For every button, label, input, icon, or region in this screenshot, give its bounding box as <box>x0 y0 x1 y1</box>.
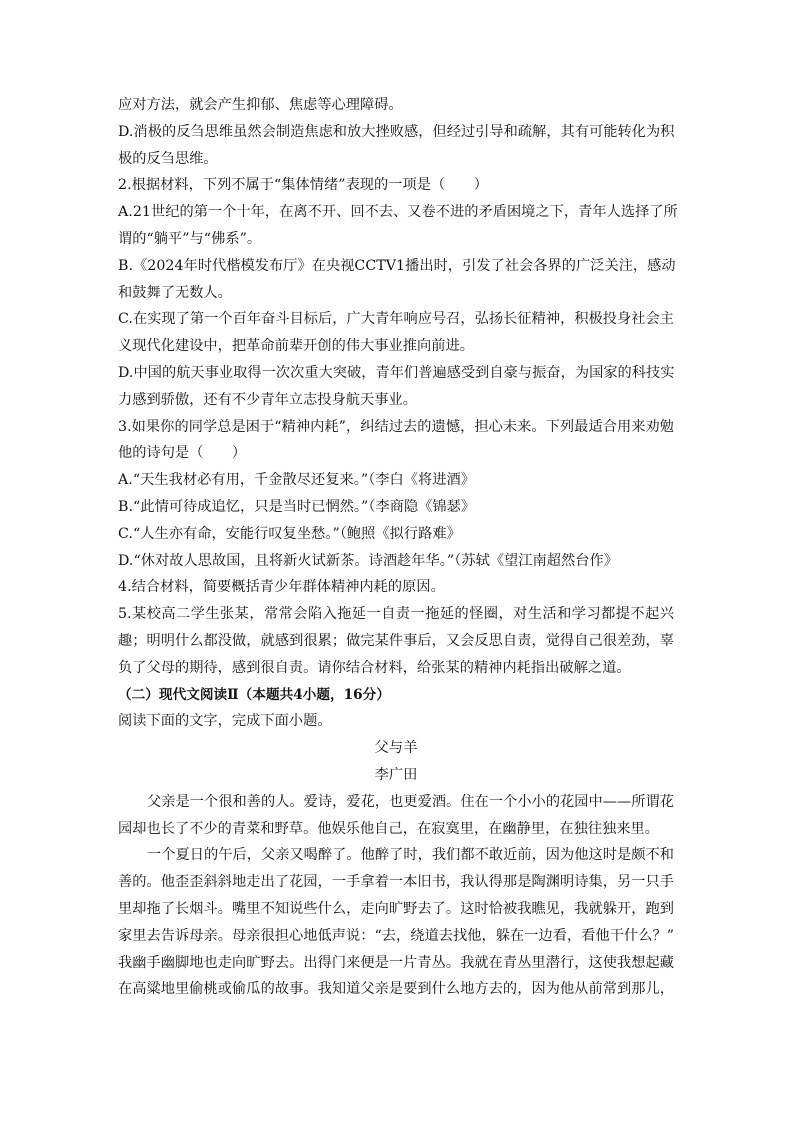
text-line: 应对方法，就会产生抑郁、焦虑等心理障碍。 <box>118 97 403 113</box>
paragraph-line: 善的。他歪歪斜斜地走出了花园，一手拿着一本旧书，我认得那是陶渊明诗集，另一只手 <box>118 874 674 891</box>
paragraph-line: 我幽手幽脚地也走向旷野去。出得门来便是一片青丛。我就在青丛里潜行，这使我想起藏 <box>118 954 674 971</box>
option-b-line: B.《2024年时代楷模发布厅》在央视CCTV1播出时，引发了社会各界的广泛关注，感动 <box>118 257 676 274</box>
option-a-line: A.“天生我材必有用，千金散尽还复来。”（李白《将进酒》 <box>118 472 475 489</box>
text-line: 极的反刍思维。 <box>118 150 218 167</box>
section-heading: （二）现代文阅读Ⅱ（本题共4小题，16分） <box>118 686 390 703</box>
option-b-line: B.“此情可待成追忆，只是当时已惘然。”（李商隐《锦瑟》 <box>118 498 476 515</box>
text-line: 力感到骄傲，还有不少青年立志投身航天事业。 <box>118 391 417 408</box>
option-c-line: C.在实现了第一个百年奋斗目标后，广大青年响应号召，弘扬长征精神，积极投身社会主 <box>118 311 674 328</box>
page-content <box>118 92 678 1003</box>
text-line: 和鼓舞了无数人。 <box>118 284 232 301</box>
option-d-line: D.中国的航天事业取得一次次重大突破，青年们普遍感受到自豪与振奋，为国家的科技实 <box>118 364 675 381</box>
paragraph-line: 里却拖了长烟斗。嘴里不知说些什么，走向旷野去了。这时恰被我瞧见，我就躲开，跑到 <box>118 900 674 917</box>
option-d-line: D.消极的反刍思维虽然会制造焦虑和放大挫败感，但经过引导和疏解，其有可能转化为积 <box>118 123 675 140</box>
paragraph-line: 父亲是一个很和善的人。爱诗，爱花，也更爱酒。住在一个小小的花园中——所谓花 <box>147 793 674 810</box>
paragraph-line: 园却也长了不少的青菜和野草。他娱乐他自己，在寂寞里，在幽静里，在独往独来里。 <box>118 820 660 837</box>
option-c-line: C.“人生亦有命，安能行叹复坐愁。”（鲍照《拟行路难》 <box>118 525 461 542</box>
text-line: 负了父母的期待，感到很自责。请你结合材料，给张某的精神内耗指出破解之道。 <box>118 659 631 676</box>
text-line: 义现代化建设中，把革命前辈开创的伟大事业推向前进。 <box>118 338 474 355</box>
instruction-line: 阅读下面的文字，完成下面小题。 <box>118 713 332 730</box>
option-d-line: D.“休对故人思故国，且将新火试新茶。诗酒趁年华。”（苏轼《望江南超然台作》 <box>118 552 618 569</box>
paragraph-line: 家里去告诉母亲。母亲很担心地低声说：“去，绕道去找他，躲在一边看，看他干什么？” <box>118 927 674 944</box>
essay-title: 父与羊 <box>374 740 418 757</box>
question-5: 5.某校高二学生张某，常常会陷入拖延一自责一拖延的怪圈，对生活和学习都提不起兴 <box>118 606 674 623</box>
essay-author: 李广田 <box>374 766 418 783</box>
paragraph-line: 在高粱地里偷桃或偷瓜的故事。我知道父亲是要到什么地方去的，因为他从前常到那儿， <box>118 981 674 998</box>
text-line: 他的诗句是（ ） <box>118 445 247 462</box>
paragraph-line: 一个夏日的午后，父亲又喝醉了。他醉了时，我们都不敢近前，因为他这时是颇不和 <box>147 847 674 864</box>
question-3: 3.如果你的同学总是困于“精神内耗”，纠结过去的遗憾，担心未来。下列最适合用来劝勉 <box>118 418 674 435</box>
text-line: 谓的“躺平”与“佛系”。 <box>118 230 262 247</box>
option-a-line: A.21世纪的第一个十年，在离不开、回不去、又卷不进的矛盾困境之下，青年人选择了所 <box>118 204 678 221</box>
text-line: 趣；明明什么都没做，就感到很累；做完某件事后，又会反思自责，觉得自己很差劲，辜 <box>118 632 674 649</box>
question-2: 2.根据材料，下列不属于“集体情绪”表现的一项是（ ） <box>118 177 488 194</box>
question-4: 4.结合材料，简要概括青少年群体精神内耗的原因。 <box>118 579 445 596</box>
